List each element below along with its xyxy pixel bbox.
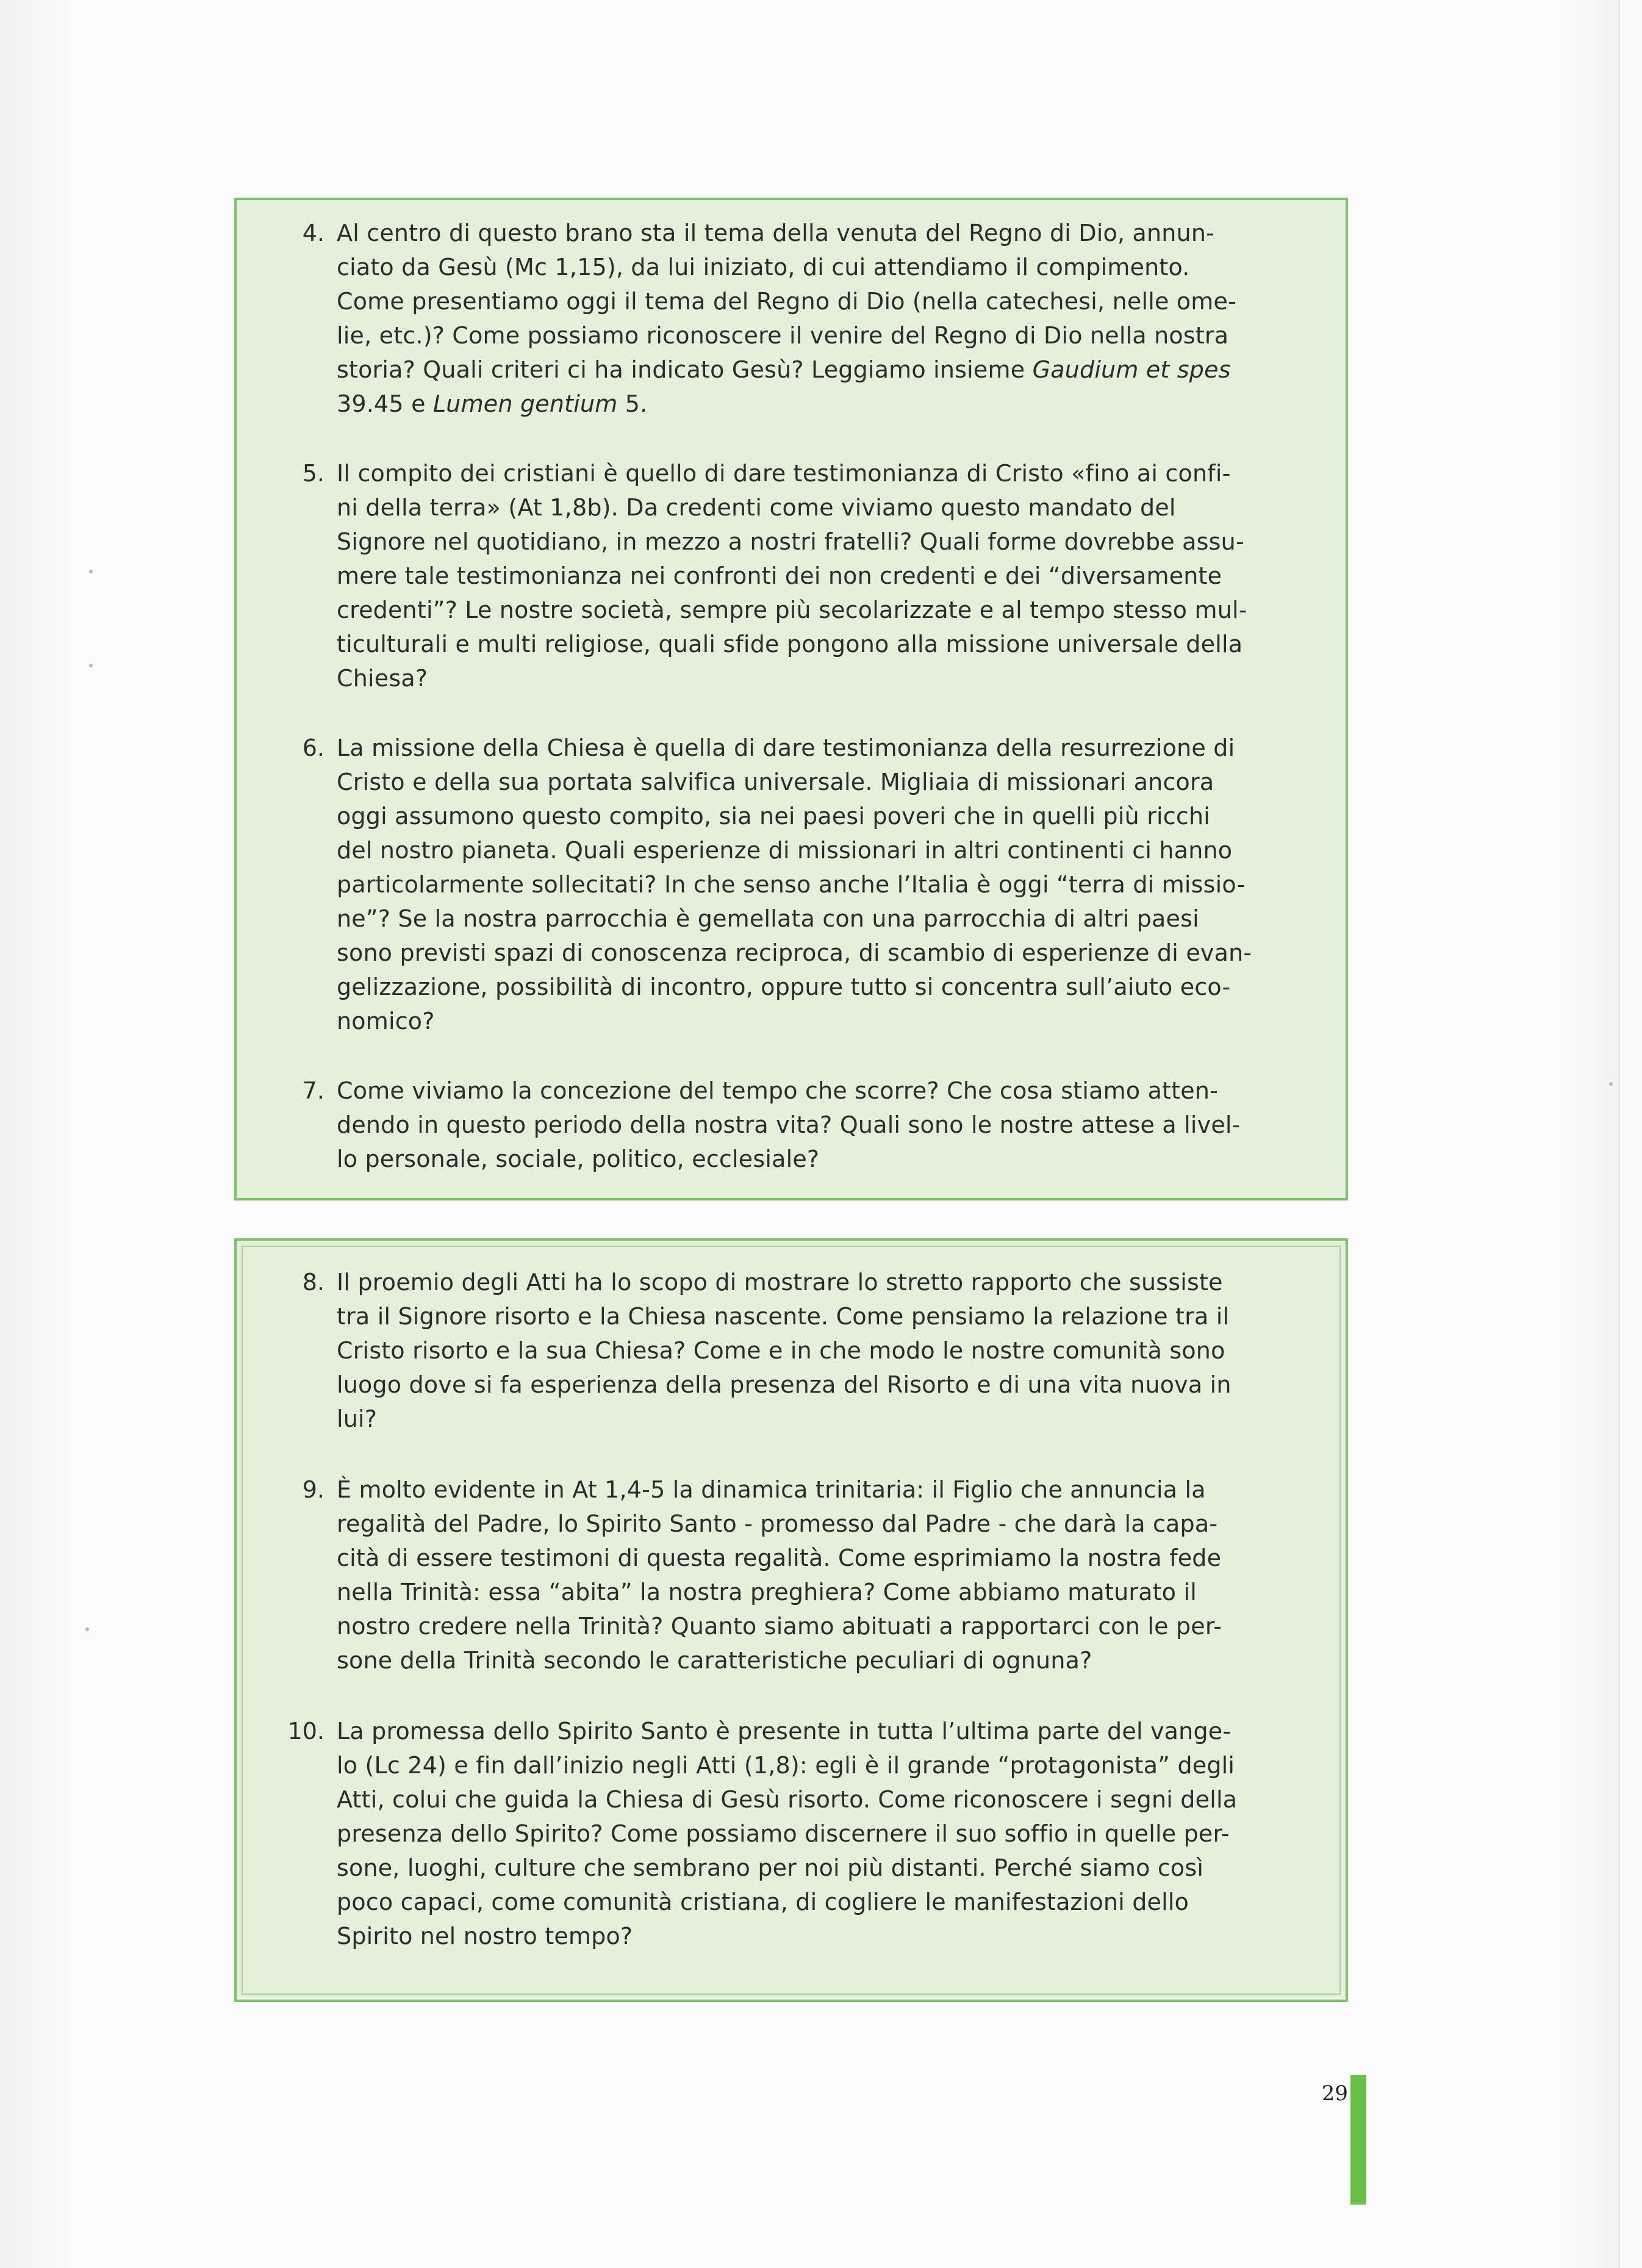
text-line: lui?	[337, 1405, 378, 1432]
text-line: ticulturali e multi religiose, quali sfide pongono alla missione universale della	[337, 631, 1243, 658]
document-title-italic: Gaudium et spes	[1032, 356, 1231, 383]
text-line: nostro credere nella Trinità? Quanto siamo abituati a rapportarci con le per-	[337, 1613, 1222, 1640]
text-line: regalità del Padre, lo Spirito Santo - promesso dal Padre - che darà la capa-	[337, 1510, 1218, 1537]
question-number: 9.	[302, 1476, 324, 1503]
page-number: 29	[1321, 2081, 1348, 2106]
text-line: La missione della Chiesa è quella di dare testimonianza della resurrezione di	[337, 734, 1235, 761]
text-line: cità di essere testimoni di questa regalità. Come esprimiamo la nostra fede	[337, 1545, 1222, 1571]
question-number: 10.	[287, 1718, 324, 1745]
questions-box-1	[234, 198, 1348, 1200]
text-line: presenza dello Spirito? Come possiamo discernere il suo soffio in quelle per-	[337, 1820, 1230, 1847]
text-line: sono previsti spazi di conoscenza reciproca, di scambio di esperienze di evan-	[337, 939, 1252, 966]
question-text	[337, 456, 1299, 695]
scan-speck	[89, 570, 93, 573]
text-line: nomico?	[337, 1008, 435, 1035]
text-line: gelizzazione, possibilità di incontro, oppure tutto si concentra sull’aiuto eco-	[337, 974, 1231, 1000]
text-line: Cristo risorto e la sua Chiesa? Come e in che modo le nostre comunità sono	[337, 1337, 1225, 1364]
text-line: dendo in questo periodo della nostra vita? Quali sono le nostre attese a livel-	[337, 1111, 1241, 1138]
text-line: poco capaci, come comunità cristiana, di cogliere le manifestazioni dello	[337, 1889, 1189, 1915]
page-edge	[1619, 0, 1642, 2268]
text-line: credenti”? Le nostre società, sempre più secolarizzate e al tempo stesso mul-	[337, 597, 1247, 623]
text-line: sone della Trinità secondo le caratteristiche peculiari di ognuna?	[337, 1647, 1092, 1674]
question-text	[337, 731, 1299, 1038]
text-fragment: 39.45 e	[337, 390, 433, 417]
text-line: Al centro di questo brano sta il tema della venuta del Regno di Dio, annun-	[337, 220, 1215, 246]
text-line: La promessa dello Spirito Santo è presente in tutta l’ultima parte del vange-	[337, 1718, 1232, 1745]
text-line	[337, 353, 1299, 387]
text-line: Il compito dei cristiani è quello di dare testimonianza di Cristo «fino ai confi-	[337, 460, 1231, 487]
scan-speck	[89, 664, 93, 667]
text-line: Spirito nel nostro tempo?	[337, 1923, 633, 1950]
scan-speck	[85, 1627, 89, 1631]
question-number: 4.	[302, 220, 324, 246]
page-number-bar	[1350, 2075, 1366, 2205]
document-title-italic: Lumen gentium	[432, 390, 618, 417]
question-text	[337, 1074, 1299, 1176]
question-text	[337, 216, 1299, 421]
question-number: 5.	[302, 460, 324, 487]
text-line: ni della terra» (At 1,8b). Da credenti come viviamo questo mandato del	[337, 494, 1176, 521]
question-number: 8.	[302, 1269, 324, 1296]
text-line: Il proemio degli Atti ha lo scopo di mostrare lo stretto rapporto che sussiste	[337, 1269, 1223, 1296]
text-fragment: storia? Quali criteri ci ha indicato Gesù? Leggiamo insieme	[337, 356, 1033, 383]
text-line: Signore nel quotidiano, in mezzo a nostri fratelli? Quali forme dovrebbe assu-	[337, 528, 1244, 555]
scan-speck	[1609, 1082, 1613, 1086]
question-text	[337, 1714, 1299, 1953]
text-line: mere tale testimonianza nei confronti dei non credenti e dei “diversamente	[337, 562, 1222, 589]
text-line: sone, luoghi, culture che sembrano per noi più distanti. Perché siamo così	[337, 1854, 1204, 1881]
text-line: Atti, colui che guida la Chiesa di Gesù risorto. Come riconoscere i segni della	[337, 1786, 1238, 1813]
text-line: nella Trinità: essa “abita” la nostra preghiera? Come abbiamo maturato il	[337, 1579, 1197, 1606]
text-line: Come viviamo la concezione del tempo che scorre? Che cosa stiamo atten-	[337, 1077, 1219, 1104]
questions-box-2	[234, 1238, 1348, 2002]
question-number: 7.	[302, 1077, 324, 1104]
text-line: ne”? Se la nostra parrocchia è gemellata con una parrocchia di altri paesi	[337, 905, 1199, 932]
text-line: tra il Signore risorto e la Chiesa nascente. Come pensiamo la relazione tra il	[337, 1303, 1230, 1330]
text-line: ciato da Gesù (Mc 1,15), da lui iniziato, di cui attendiamo il compimento.	[337, 254, 1190, 281]
text-line: lo (Lc 24) e fin dall’inizio negli Atti (1,8): egli è il grande “protagonista” degli	[337, 1752, 1235, 1779]
question-number: 6.	[302, 734, 324, 761]
text-line	[337, 387, 1299, 421]
text-line: del nostro pianeta. Quali esperienze di missionari in altri continenti ci hanno	[337, 837, 1233, 864]
question-text	[337, 1265, 1299, 1436]
text-fragment: 5.	[617, 390, 648, 417]
text-line: luogo dove si fa esperienza della presenza del Risorto e di una vita nuova in	[337, 1371, 1232, 1398]
text-line: È molto evidente in At 1,4-5 la dinamica trinitaria: il Figlio che annuncia la	[337, 1476, 1206, 1503]
question-text	[337, 1473, 1299, 1678]
text-line: Come presentiamo oggi il tema del Regno di Dio (nella catechesi, nelle ome-	[337, 288, 1237, 315]
text-line: Chiesa?	[337, 665, 428, 692]
text-line: particolarmente sollecitati? In che senso anche l’Italia è oggi “terra di missio-	[337, 871, 1246, 898]
text-line: Cristo e della sua portata salvifica universale. Migliaia di missionari ancora	[337, 769, 1214, 795]
text-line: oggi assumono questo compito, sia nei paesi poveri che in quelli più ricchi	[337, 803, 1211, 830]
text-line: lo personale, sociale, politico, ecclesiale?	[337, 1146, 820, 1172]
text-line: lie, etc.)? Come possiamo riconoscere il venire del Regno di Dio nella nostra	[337, 322, 1229, 349]
